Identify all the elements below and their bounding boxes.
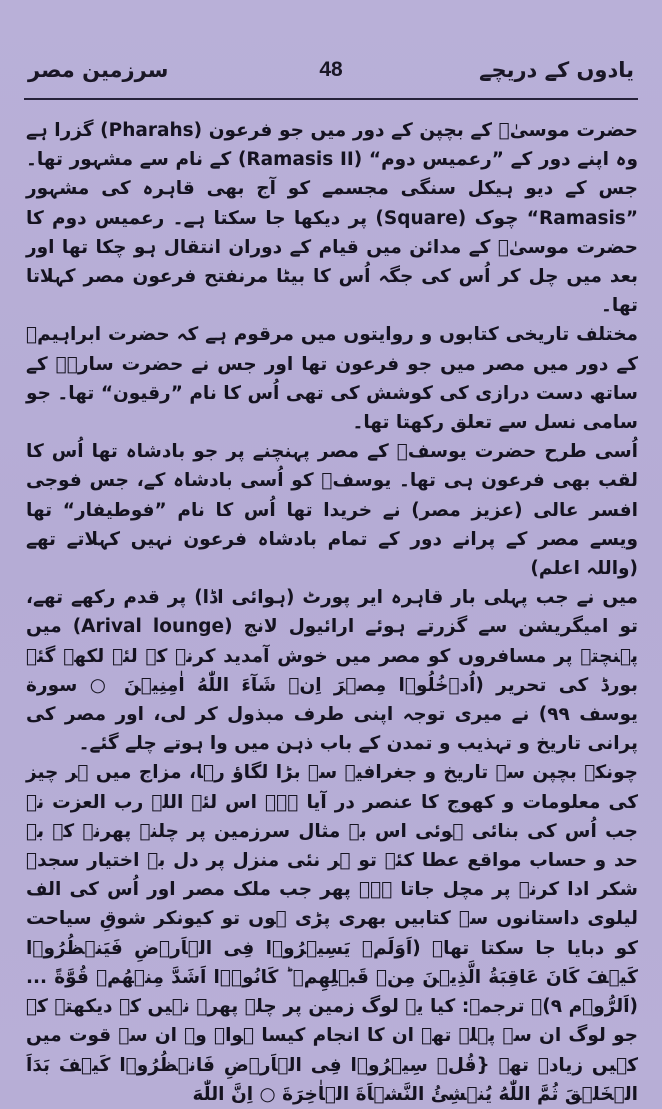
paragraph-pharaoh-moses: حضرت موسیٰؑ کے بچپن کے دور میں جو فرعون (Pharahs) گزرا ہے وہ اپنے دور کے ”رعمیس دوم“ (Ramasis II) کے نام سے مشہور تھا۔ جس کے دیو ہیکل سنگی مجسمے کو آج بھی قاہرہ کی مشہور ”Ramasis“ چوک (Square) پر دیکھا جا سکتا ہے۔ رعمیس دوم کا حضرت موسیٰؑ کے مدائن میں قیام کے دوران انتقال ہو چکا تھا اور بعد میں چل کر اُس کی جگہ اُس کا بیٹا مرنفتح فرعون مصر کہلاتا تھا۔: [26, 120, 639, 317]
paragraph-history-interest: چونکہ بچپن سے تاریخ و جغرافیہ سے بڑا لگاؤ رہا، مزاج میں ہر چیز کی معلومات و کھوج کا عنصر در آیا ہے۔ اس لئے اللہ رب العزت نے جب اُس کی بنائی ہوئی اس بے مثال سرزمین پر چلنے پھرنے کے بے حد و حساب مواقع عطا کئے تو ہر نئی منزل پر دل بے اختیار سجدۂ شکر ادا کرنے پر مچل جاتا ہے۔ پھر جب ملک مصر اور اُس کی الف لیلوی داستانوں سے کتابیں بھری پڑی ہوں تو کیونکر شوقِ سیاحت کو دبایا جا سکتا تھا۔ (اَوَلَمۡ يَسِيۡرُوۡا فِى الۡاَرۡضِ فَيَنۡظُرُوۡا كَيۡفَ كَانَ عَاقِبَةُ الَّذِيۡنَ مِنۡ قَبۡلِهِمۡ ؕ كَانُوۡۤا اَشَدَّ مِنۡهُمۡ قُوَّةً ... (اَلرُّوۡم ۹)۔ ترجمہ: کیا یہ لوگ زمین پر چلے پھرے نہیں کہ دیکھتے کہ جو لوگ ان سے پہلے تھے ان کا انجام کیسا ہوا۔ وہ ان سے قوت میں کہیں زیادہ تھے {قُلۡ سِيۡرُوۡا فِى الۡاَرۡضِ فَانۡظُرُوۡا كَيۡفَ بَدَاَ الۡخَلۡقَ ثُمَّ اللّٰهُ يُنۡشِئُ النَّشۡاَةَ الۡاٰخِرَةَ ○ اِنَّ اللّٰهَ: [26, 762, 638, 1105]
paragraph-pharaoh-yusuf: اُسی طرح حضرت یوسفؑ کے مصر پہنچنے پر جو بادشاہ تھا اُس کا لقب بھی فرعون ہی تھا۔ یوسفؑ کو اُسی بادشاہ کے، جس فوجی افسر عالی (عزیز مصر) نے خریدا تھا اُس کا نام ”فوطیفار“ تھا ویسے مصر کے پرانے دور کے تمام بادشاہ فرعون نہیں کہلاتے تھے (واللہ اعلم): [26, 441, 638, 580]
page-body: [26, 116, 639, 1105]
page-header: [28, 58, 634, 92]
book-title: یادوں کے دریچے: [479, 58, 634, 82]
paragraph-cairo-airport: میں نے جب پہلی بار قاہرہ ایر پورٹ (ہوائی اڈا) پر قدم رکھے تھے، تو امیگریشن سے گزرتے ہوئے ارائیول لانج (Arival lounge) میں پہنچتے پر مسافروں کو مصر میں خوش آمدید کرنے کے لئے لکھے گئے بورڈ کی تحریر (اُدۡخُلُوۡا مِصۡرَ اِنۡ شَآءَ اللّٰهُ اٰمِنِيۡنَ ○ سورة یوسف ۹۹) نے میری توجہ اپنی طرف مبذول کر لی، اور مصر کی پرانی تاریخ و تہذیب و تمدن کے باب ذہن میں وا ہوتے چلے گئے۔: [26, 587, 638, 755]
header-divider: [24, 98, 638, 100]
paragraph-pharaoh-abraham: مختلف تاریخی کتابوں و روایتوں میں مرقوم ہے کہ حضرت ابراہیمؑ کے دور میں مصر میں جو فرعون تھا اور جس نے حضرت سارہؑ کے ساتھ دست درازی کی کوشش کی تھی اُس کا نام ”رقیون“ تھا۔ جو سامی نسل سے تعلق رکھتا تھا۔: [26, 324, 638, 434]
chapter-title: سرزمین مصر: [28, 58, 169, 82]
page-number: 48: [319, 58, 343, 81]
